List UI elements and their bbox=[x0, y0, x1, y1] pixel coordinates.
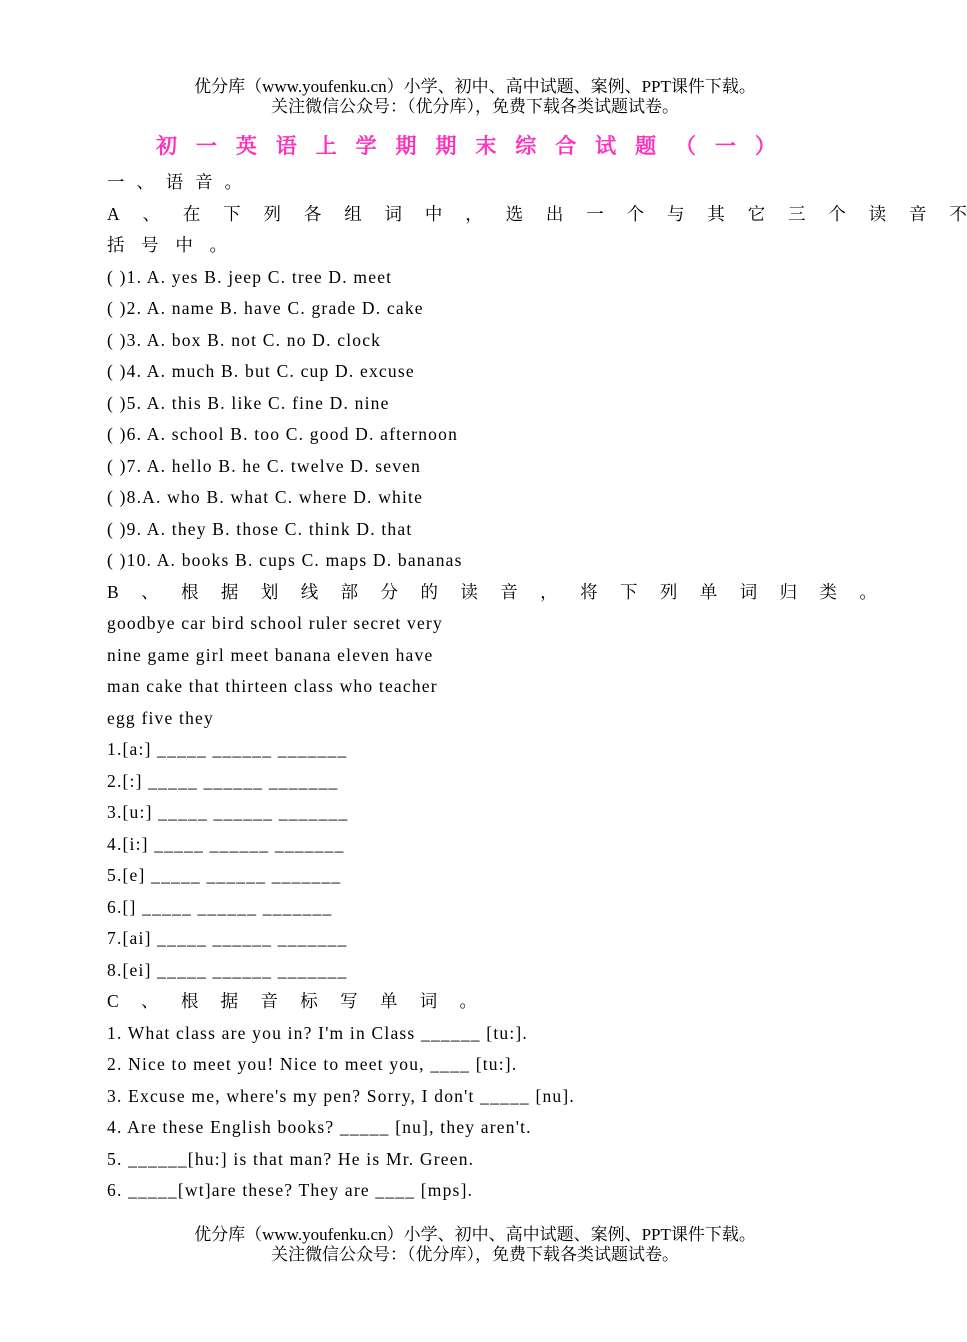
title-char: 试 bbox=[595, 134, 617, 158]
title-char: 末 bbox=[475, 134, 497, 158]
instruction-char: 。 bbox=[459, 991, 477, 1011]
instruction-char: 据 bbox=[220, 991, 239, 1011]
exam-title bbox=[156, 133, 776, 159]
instruction-char: 词 bbox=[739, 581, 758, 602]
part-a-items bbox=[107, 262, 950, 577]
page-footer bbox=[0, 1225, 950, 1265]
title-char: 一 bbox=[195, 134, 217, 158]
instruction-char: 列 bbox=[263, 203, 282, 224]
phonetic-item: 1.[a:] _____ ______ _______ bbox=[107, 739, 348, 759]
instruction-char: 号 bbox=[141, 235, 159, 255]
instruction-char: 的 bbox=[420, 581, 438, 602]
instruction-char: B bbox=[107, 581, 119, 602]
instruction-char: 读 bbox=[460, 581, 478, 602]
heading-char: 语 bbox=[165, 172, 184, 192]
phonetic-item: 5.[e] _____ ______ _______ bbox=[107, 865, 342, 885]
question-item: ( )2. A. name B. have C. grade D. cake bbox=[107, 298, 424, 318]
instruction-char: 。 bbox=[859, 581, 877, 602]
title-char: 学 bbox=[355, 134, 377, 158]
word-row: egg five they bbox=[107, 707, 214, 728]
instruction-char: 单 bbox=[699, 581, 718, 602]
instruction-char: 中 bbox=[175, 235, 193, 255]
part-b-word-list bbox=[107, 608, 950, 734]
fill-in-item: 5. ______[hu:] is that man? He is Mr. Green. bbox=[107, 1148, 475, 1169]
instruction-char: 分 bbox=[380, 581, 399, 602]
instruction-char: 选 bbox=[505, 203, 524, 224]
phonetic-item: 2.[:] _____ ______ _______ bbox=[107, 770, 339, 791]
instruction-char: 它 bbox=[747, 203, 766, 224]
title-char: 合 bbox=[555, 134, 577, 158]
instruction-char: ， bbox=[540, 581, 558, 602]
header-line-1: 优分库（www.youfenku.cn）小学、初中、高中试题、案例、PPT课件下载。 bbox=[194, 77, 756, 96]
instruction-char: 各 bbox=[303, 203, 322, 224]
word-row: goodbye car bird school ruler secret very bbox=[107, 613, 443, 633]
instruction-char: 三 bbox=[787, 203, 806, 224]
fill-in-item: 2. Nice to meet you! Nice to meet you, ____ [tu:]. bbox=[107, 1054, 518, 1074]
question-item: ( )6. A. school B. too C. good D. afternoon bbox=[107, 424, 459, 444]
title-char: ） bbox=[754, 134, 776, 158]
fill-in-item: 1. What class are you in? I'm in Class ______ [tu:]. bbox=[107, 1022, 528, 1043]
title-char: 一 bbox=[714, 134, 736, 158]
phonetic-item: 8.[ei] _____ ______ _______ bbox=[107, 959, 348, 980]
header-line-2: 关注微信公众号：（优分库），免费下载各类试题试卷。 bbox=[271, 97, 679, 116]
title-char: 初 bbox=[156, 134, 177, 158]
instruction-char: 。 bbox=[209, 235, 227, 255]
instruction-char: 出 bbox=[545, 203, 564, 224]
title-char: （ bbox=[674, 134, 696, 158]
instruction-char: A bbox=[107, 203, 120, 224]
question-item: ( )5. A. this B. like C. fine D. nine bbox=[107, 392, 390, 413]
question-item: ( )9. A. they B. those C. think D. that bbox=[107, 518, 413, 539]
heading-char: 。 bbox=[224, 172, 242, 192]
instruction-char: 部 bbox=[340, 581, 359, 602]
instruction-char: 线 bbox=[300, 581, 319, 602]
title-char: 题 bbox=[635, 134, 657, 158]
instruction-char: 音 bbox=[909, 203, 927, 224]
instruction-char: 、 bbox=[141, 581, 159, 602]
title-char: 英 bbox=[235, 134, 257, 158]
title-char: 综 bbox=[515, 134, 537, 158]
instruction-char: 在 bbox=[182, 203, 201, 224]
question-item: ( )7. A. hello B. he C. twelve D. seven bbox=[107, 455, 422, 476]
instruction-char: 其 bbox=[707, 203, 725, 224]
heading-char: 、 bbox=[136, 172, 154, 192]
fill-in-item: 4. Are these English books? _____ [nu], they aren't. bbox=[107, 1117, 532, 1137]
instruction-char: 组 bbox=[344, 203, 362, 224]
instruction-char: 写 bbox=[340, 991, 358, 1011]
part-a-instruction-line-2 bbox=[107, 230, 227, 262]
instruction-char: 词 bbox=[384, 203, 403, 224]
question-item: ( )8.A. who B. what C. where D. white bbox=[107, 487, 424, 507]
instruction-char: 不 bbox=[949, 203, 967, 224]
phonetic-item: 7.[ai] _____ ______ _______ bbox=[107, 928, 348, 948]
instruction-char: 中 bbox=[424, 203, 443, 224]
instruction-char: ， bbox=[465, 203, 483, 224]
instruction-char: 划 bbox=[260, 581, 279, 602]
part-b-heading bbox=[107, 577, 877, 609]
word-row: man cake that thirteen class who teacher bbox=[107, 676, 438, 696]
question-item: ( )4. A. much B. but C. cup D. excuse bbox=[107, 361, 415, 381]
instruction-char: 根 bbox=[181, 581, 199, 602]
part-a-instruction-line-1 bbox=[107, 199, 967, 231]
question-item: ( )1. A. yes B. jeep C. tree D. meet bbox=[107, 266, 393, 287]
word-row: nine game girl meet banana eleven have bbox=[107, 644, 434, 665]
instruction-char: 与 bbox=[666, 203, 685, 224]
instruction-char: 音 bbox=[500, 581, 518, 602]
instruction-char: 词 bbox=[419, 991, 438, 1011]
phonetic-item: 4.[i:] _____ ______ _______ bbox=[107, 833, 345, 854]
instruction-char: 将 bbox=[580, 581, 598, 602]
instruction-char: 据 bbox=[220, 581, 239, 602]
instruction-char: 读 bbox=[868, 203, 887, 224]
fill-in-item: 3. Excuse me, where's my pen? Sorry, I don't _____ [nu]. bbox=[107, 1085, 575, 1106]
title-char: 上 bbox=[315, 134, 337, 158]
page-header bbox=[0, 77, 950, 117]
instruction-char: 类 bbox=[819, 581, 837, 602]
instruction-char: 、 bbox=[142, 203, 160, 224]
heading-char: 一 bbox=[107, 172, 125, 192]
instruction-char: 下 bbox=[619, 581, 638, 602]
instruction-char: 列 bbox=[659, 581, 678, 602]
instruction-char: C bbox=[107, 991, 119, 1011]
instruction-char: 音 bbox=[260, 991, 278, 1011]
instruction-char: 、 bbox=[141, 991, 159, 1011]
part-c-heading bbox=[107, 986, 477, 1018]
fill-in-item: 6. _____[wt]are these? They are ____ [mps]. bbox=[107, 1180, 474, 1200]
section-1-heading bbox=[107, 167, 242, 199]
instruction-char: 一 bbox=[586, 203, 604, 224]
instruction-char: 个 bbox=[626, 203, 645, 224]
footer-line-2: 关注微信公众号：（优分库），免费下载各类试题试卷。 bbox=[271, 1245, 679, 1264]
instruction-char: 括 bbox=[107, 235, 125, 255]
instruction-char: 归 bbox=[779, 581, 798, 602]
instruction-char: 标 bbox=[300, 991, 318, 1011]
part-b-items bbox=[107, 734, 950, 986]
instruction-char: 下 bbox=[223, 203, 241, 224]
exam-content bbox=[107, 167, 967, 1207]
footer-line-1: 优分库（www.youfenku.cn）小学、初中、高中试题、案例、PPT课件下载。 bbox=[194, 1225, 756, 1244]
instruction-char: 根 bbox=[180, 991, 199, 1011]
phonetic-item: 3.[u:] _____ ______ _______ bbox=[107, 802, 349, 822]
phonetic-item: 6.[] _____ ______ _______ bbox=[107, 896, 333, 917]
question-item: ( )10. A. books B. cups C. maps D. bananas bbox=[107, 550, 463, 570]
question-item: ( )3. A. box B. not C. no D. clock bbox=[107, 329, 382, 350]
heading-char: 音 bbox=[195, 172, 213, 192]
title-char: 期 bbox=[395, 134, 417, 158]
instruction-char: 个 bbox=[828, 203, 846, 224]
part-c-items bbox=[107, 1018, 950, 1207]
title-char: 期 bbox=[435, 134, 457, 158]
instruction-char: 单 bbox=[379, 991, 398, 1011]
title-char: 语 bbox=[275, 134, 297, 158]
